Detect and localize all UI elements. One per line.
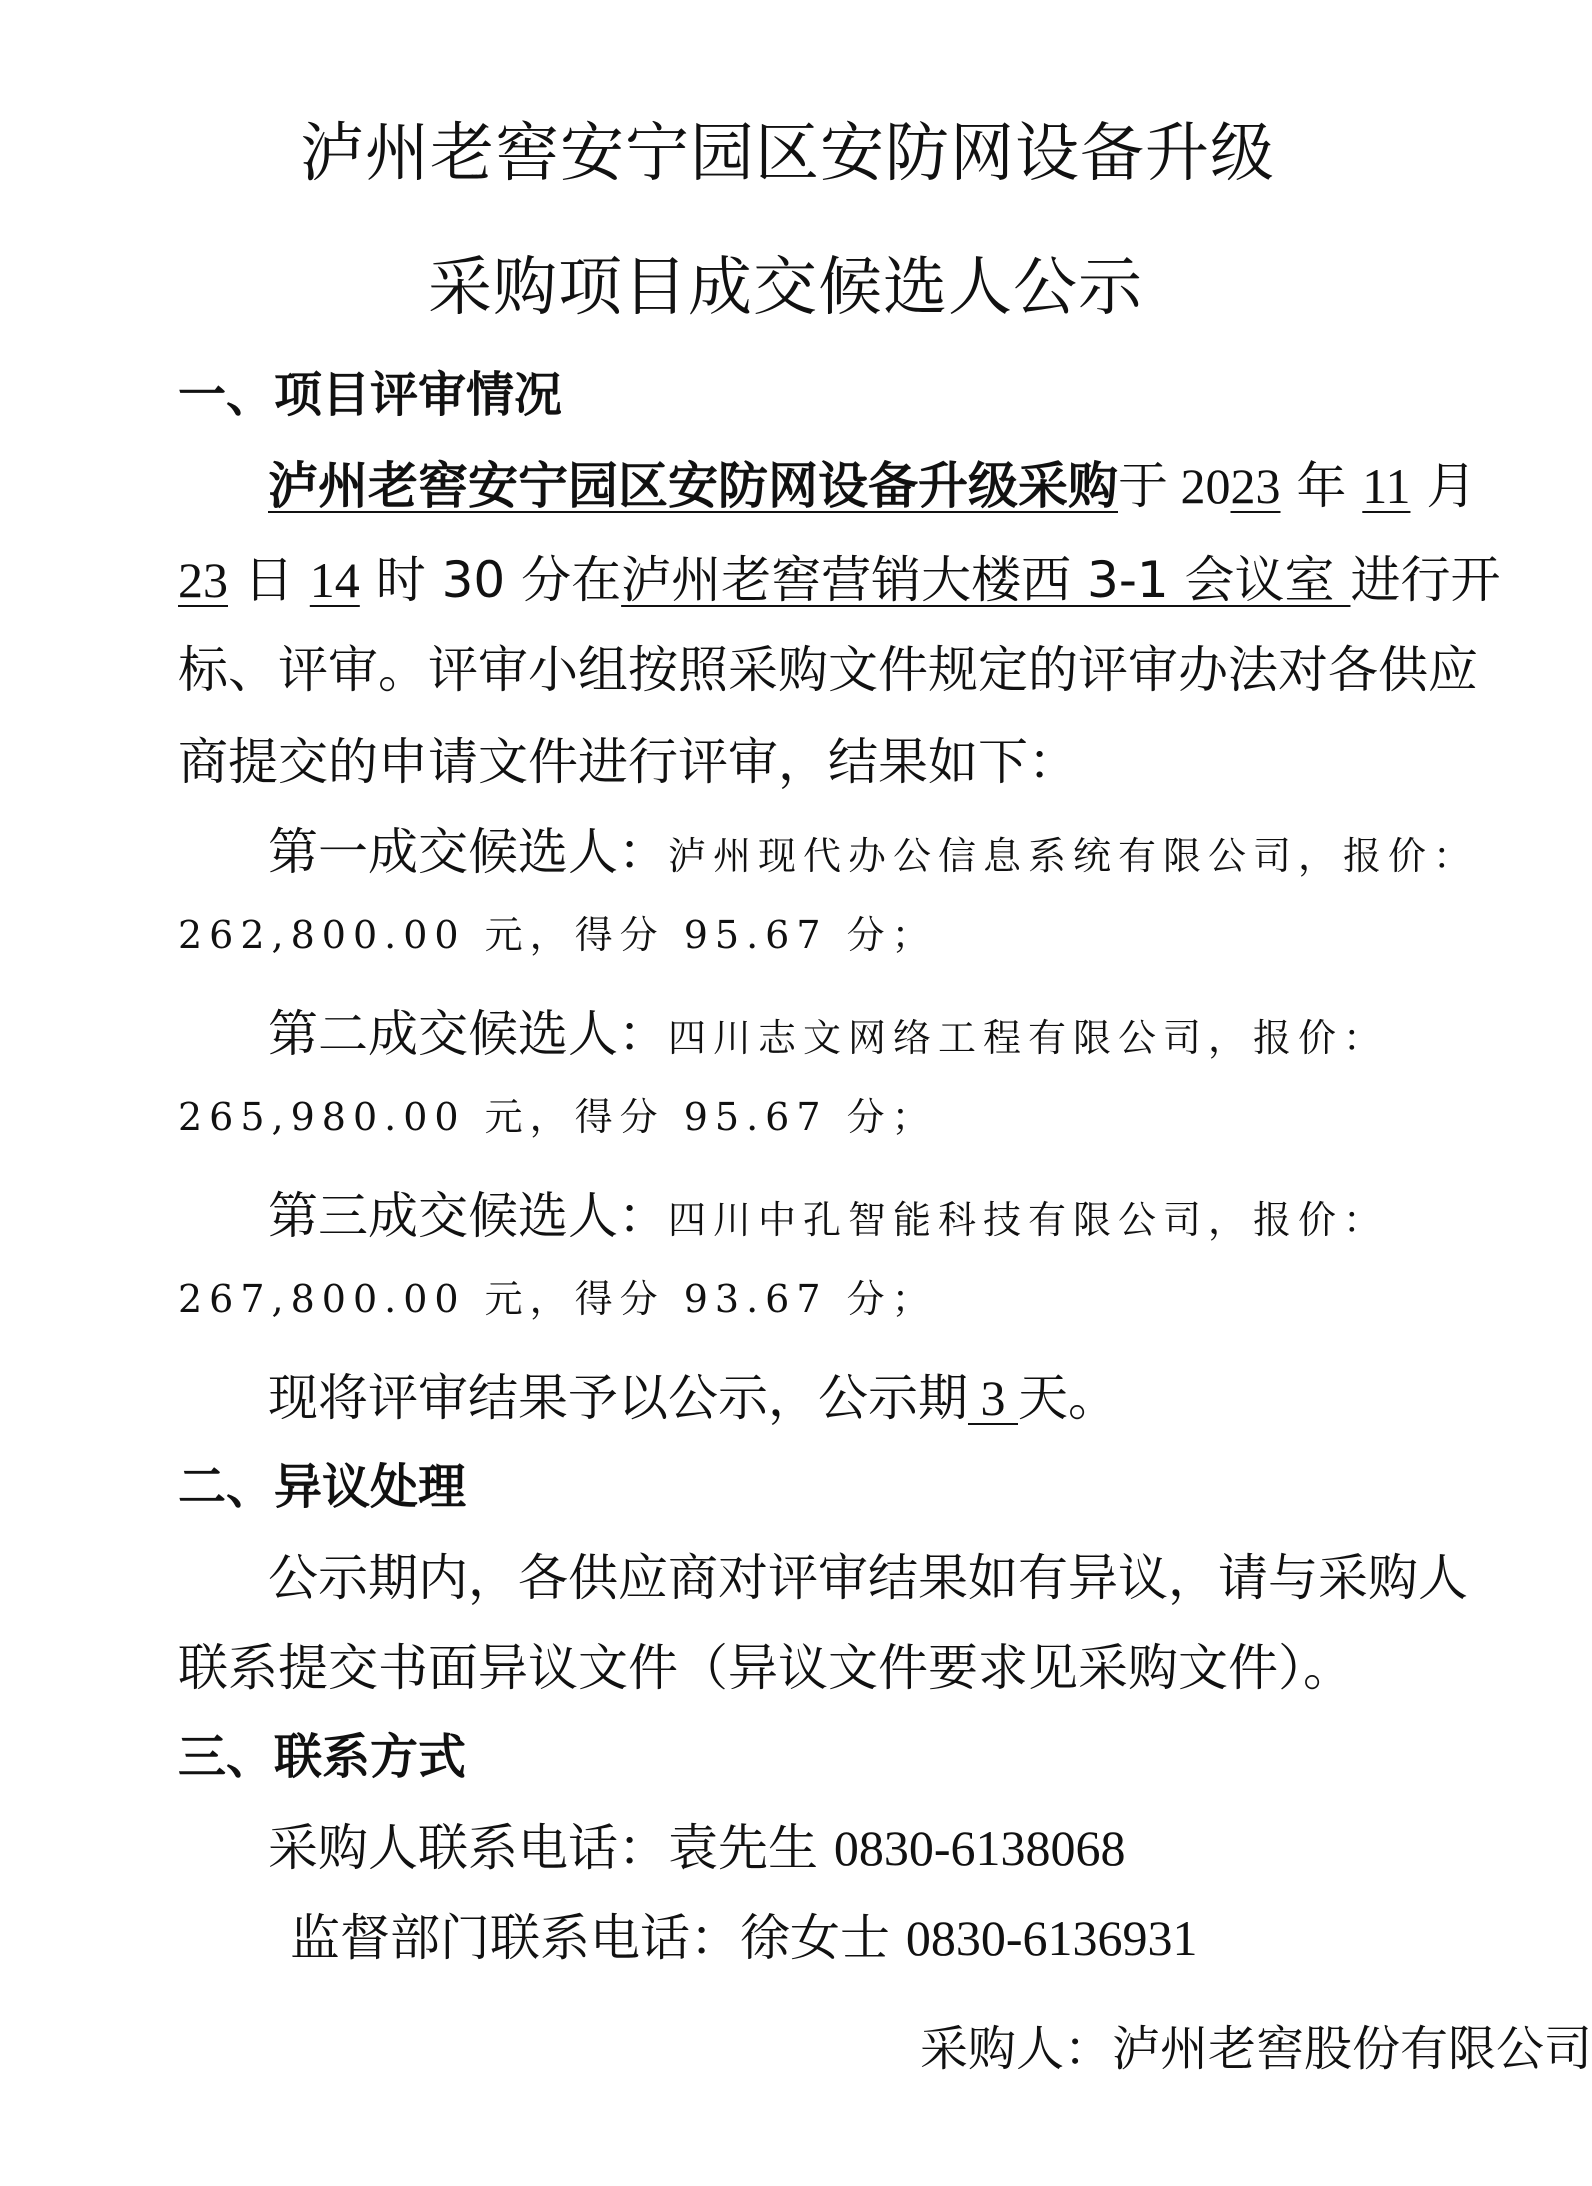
candidate-3-price: 267,800.00 元，得分 93.67 分； — [178, 1277, 937, 1321]
candidate-2-label: 第二成交候选人： — [268, 1005, 668, 1063]
section1-heading: 一、项目评审情况 — [178, 367, 563, 423]
announcement-text: 现将评审结果予以公示，公示期 — [268, 1369, 968, 1427]
candidate-1-price: 262,800.00 元，得分 95.67 分； — [178, 913, 937, 957]
purchaser-contact-label: 采购人联系电话：袁先生 — [268, 1819, 834, 1877]
candidate-2 — [268, 994, 1388, 1066]
year-value: 23 — [1230, 458, 1281, 514]
announcement-suffix: 天。 — [1018, 1369, 1118, 1427]
month-value: 11 — [1362, 458, 1411, 514]
candidate-1-label: 第一成交候选人： — [268, 823, 668, 881]
candidate-3-label: 第三成交候选人： — [268, 1187, 668, 1245]
candidate-2-price: 265,980.00 元，得分 95.67 分； — [178, 1095, 937, 1139]
text-ri: 日 — [228, 551, 310, 609]
candidate-2-company: 四川志文网络工程有限公司，报价： — [668, 1016, 1389, 1060]
section2-heading: 二、异议处理 — [178, 1459, 467, 1515]
text-yue: 月 — [1410, 457, 1477, 515]
section2-line-2: 联系提交书面异议文件（异议文件要求见采购文件）。 — [178, 1639, 1353, 1697]
candidate-1 — [268, 812, 1478, 884]
section1-paragraph-line-3: 标、评审。评审小组按照采购文件规定的评审办法对各供应 — [178, 641, 1478, 699]
title-line-2: 采购项目成交候选人公示 — [428, 251, 1143, 325]
text-jinxingkai: 进行开 — [1350, 551, 1501, 609]
purchaser-contact — [268, 1808, 1126, 1880]
supervisor-phone: 0830-6136931 — [905, 1910, 1198, 1966]
day-value: 23 — [178, 552, 228, 608]
section3-heading: 三、联系方式 — [178, 1729, 467, 1785]
section1-paragraph-line-2 — [178, 540, 1500, 612]
project-name: 泸州老窖安宁园区安防网设备升级采购 — [268, 457, 1118, 515]
text-yu: 于 20 — [1118, 458, 1231, 514]
text-shi: 时 30 分在 — [359, 551, 622, 609]
supervisor-contact — [290, 1898, 1198, 1970]
candidate-3-company: 四川中孔智能科技有限公司，报价： — [668, 1198, 1389, 1242]
title-line-1: 泸州老窖安宁园区安防网设备升级 — [300, 117, 1275, 191]
text-nian: 年 — [1280, 457, 1363, 515]
section1-paragraph-line-4: 商提交的申请文件进行评审，结果如下： — [178, 733, 1078, 791]
announcement — [268, 1358, 1118, 1430]
announcement-days: 3 — [968, 1370, 1018, 1426]
candidate-3 — [268, 1176, 1388, 1248]
footer-purchaser: 采购人：泸州老窖股份有限公司 — [920, 2021, 1592, 2077]
section2-line-1: 公示期内，各供应商对评审结果如有异议，请与采购人 — [268, 1549, 1468, 1607]
purchaser-phone: 0830-6138068 — [833, 1820, 1126, 1876]
candidate-1-company: 泸州现代办公信息系统有限公司，报价： — [668, 834, 1479, 878]
venue: 泸州老窖营销大楼西 3-1 会议室 — [621, 551, 1351, 609]
supervisor-contact-label: 监督部门联系电话：徐女士 — [290, 1909, 906, 1967]
hour-value: 14 — [309, 552, 360, 608]
section1-paragraph-line-1 — [268, 446, 1476, 518]
